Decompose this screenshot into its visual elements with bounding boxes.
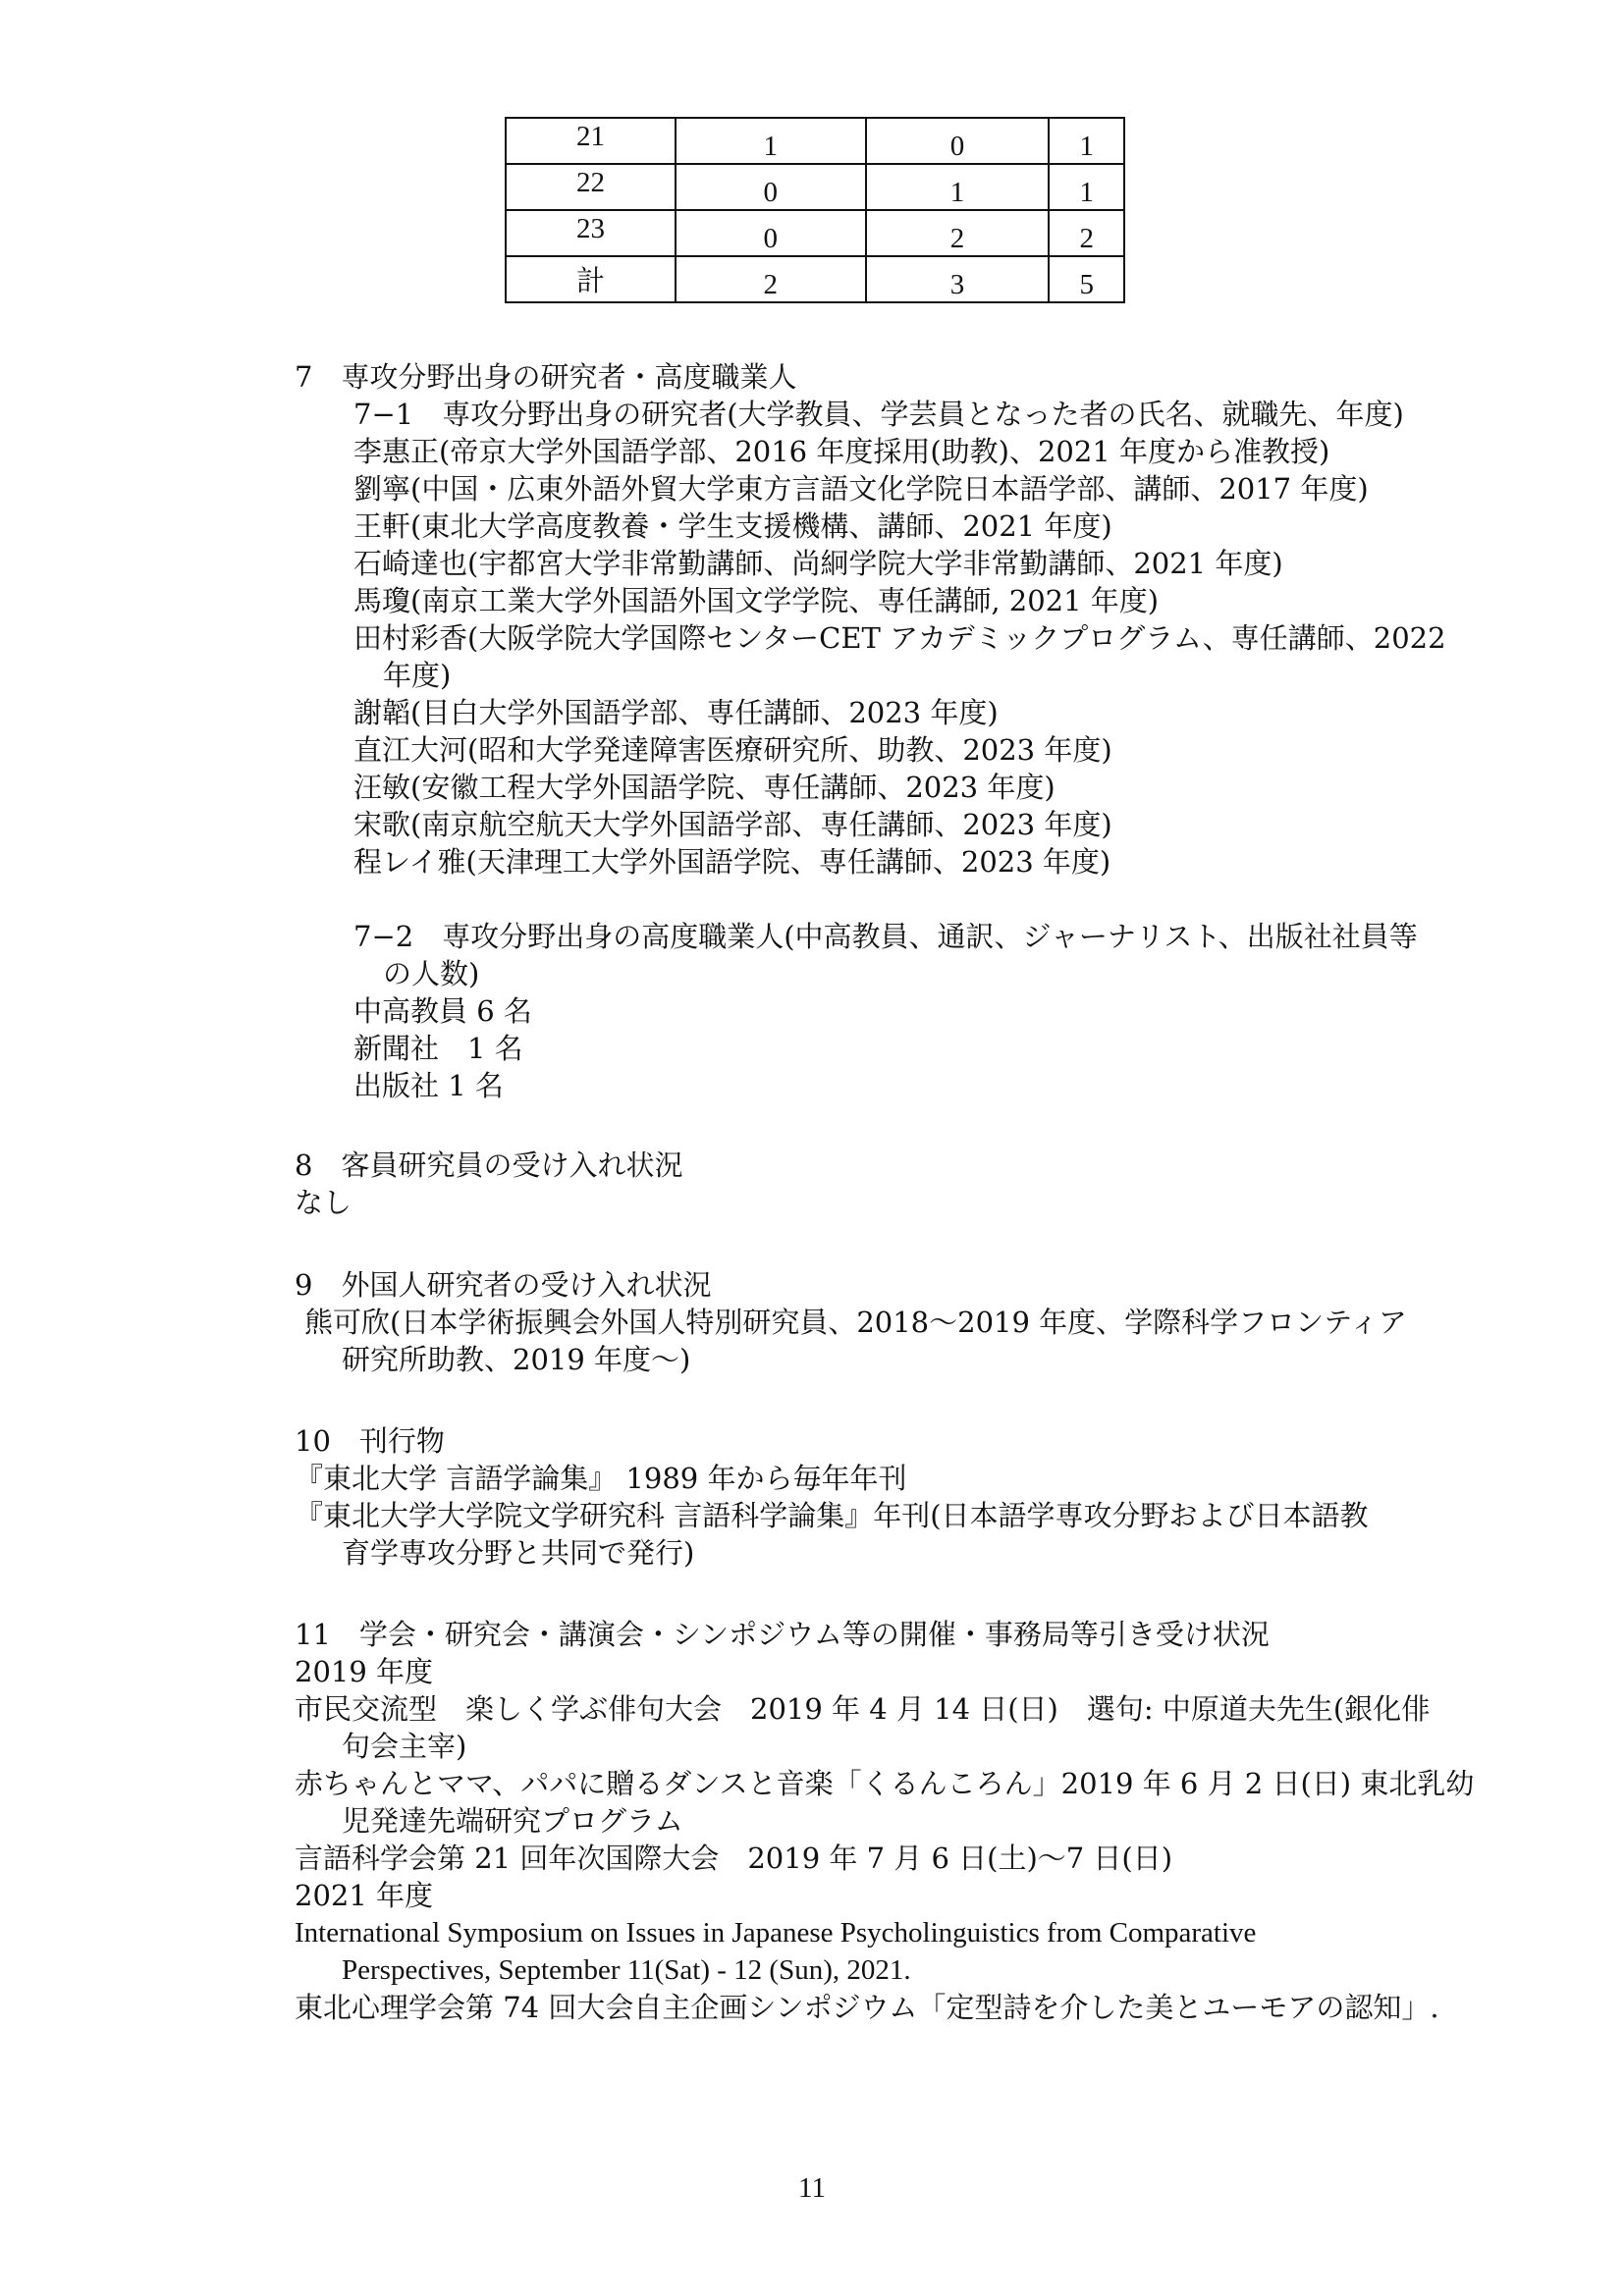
page-number: 11 (798, 2172, 826, 2204)
table-cell: 2 (1049, 210, 1124, 256)
table-cell: 計 (506, 256, 676, 302)
section-10-heading: 10 刊行物 (295, 1424, 445, 1458)
researcher-item: 田村彩香(大阪学院大学国際センターCET アカデミックプログラム、専任講師、2022 (353, 621, 1446, 655)
section-11-heading: 11 学会・研究会・講演会・シンポジウム等の開催・事務局等引き受け状況 (295, 1618, 1270, 1651)
table-cell: 0 (866, 118, 1050, 164)
table-row (506, 118, 1124, 164)
researcher-item-continued: 年度) (383, 659, 452, 692)
stats-table-body (506, 118, 1124, 302)
table-cell: 3 (866, 256, 1050, 302)
researcher-item: 馬瓊(南京工業大学外国語外国文学学院、専任講師, 2021 年度) (353, 584, 1160, 617)
table-cell: 2 (866, 210, 1050, 256)
event-item: 東北心理学会第 74 回大会自主企画シンポジウム「定型詩を介した美とユーモアの認知」. (295, 1991, 1439, 2024)
table-cell: 1 (866, 164, 1050, 210)
table-cell: 22 (506, 164, 676, 210)
event-item: 市民交流型 楽しく学ぶ俳句大会 2019 年 4 月 14 日(日) 選句: 中原道夫先生(銀化俳 (295, 1692, 1431, 1726)
event-item: 赤ちゃんとママ、パパに贈るダンスと音楽「くるんころん」2019 年 6 月 2 日(日) 東北乳幼 (295, 1767, 1475, 1800)
section-7-2-heading-continued: の人数) (383, 957, 480, 990)
researcher-item: 李惠正(帝京大学外国語学部、2016 年度採用(助教)、2021 年度から准教授) (353, 435, 1330, 468)
researcher-item: 劉寧(中国・広東外語外貿大学東方言語文化学院日本語学部、講師、2017 年度) (353, 472, 1369, 506)
section-8-body: なし (295, 1186, 352, 1219)
professional-count: 出版社 1 名 (353, 1069, 504, 1102)
table-cell: 1 (676, 118, 866, 164)
foreign-researcher-item: 熊可欣(日本学術振興会外国人特別研究員、2018〜2019 年度、学際科学フロンティア (304, 1306, 1407, 1339)
year-label-2019: 2019 年度 (295, 1655, 434, 1688)
table-cell: 2 (676, 256, 866, 302)
table-cell: 1 (1049, 118, 1124, 164)
event-item-continued: 児発達先端研究プログラム (342, 1804, 683, 1838)
table-row (506, 164, 1124, 210)
table-cell: 0 (676, 210, 866, 256)
researcher-item: 石崎達也(宇都宮大学非常勤講師、尚絅学院大学非常勤講師、2021 年度) (353, 547, 1283, 580)
researcher-item: 宋歌(南京航空航天大学外国語学部、専任講師、2023 年度) (353, 808, 1112, 841)
researcher-item: 程レイ雅(天津理工大学外国語学院、専任講師、2023 年度) (353, 845, 1111, 879)
event-item-continued: 句会主宰) (342, 1730, 467, 1763)
year-label-2021: 2021 年度 (295, 1879, 434, 1912)
publication-item: 『東北大学大学院文学研究科 言語科学論集』年刊(日本語学専攻分野および日本語教 (295, 1499, 1369, 1532)
section-7-1-heading: 7−1 専攻分野出身の研究者(大学教員、学芸員となった者の氏名、就職先、年度) (353, 398, 1404, 431)
section-7-heading: 7 専攻分野出身の研究者・高度職業人 (295, 360, 797, 394)
section-9-heading: 9 外国人研究者の受け入れ状況 (295, 1268, 712, 1302)
researcher-item: 直江大河(昭和大学発達障害医療研究所、助教、2023 年度) (353, 733, 1112, 767)
table-row (506, 210, 1124, 256)
section-8-heading: 8 客員研究員の受け入れ状況 (295, 1148, 683, 1182)
publication-item: 『東北大学 言語学論集』 1989 年から毎年年刊 (295, 1462, 907, 1495)
researcher-item: 汪敏(安徽工程大学外国語学院、専任講師、2023 年度) (353, 771, 1056, 804)
table-cell: 0 (676, 164, 866, 210)
event-item-continued: Perspectives, September 11(Sat) - 12 (Sun), 2021. (342, 1954, 911, 1986)
researcher-item: 謝韜(目白大学外国語学部、専任講師、2023 年度) (353, 696, 999, 729)
stats-table (505, 117, 1125, 303)
professional-count: 新聞社 1 名 (353, 1032, 523, 1065)
table-cell: 23 (506, 210, 676, 256)
professional-count: 中高教員 6 名 (353, 994, 532, 1028)
table-cell: 5 (1049, 256, 1124, 302)
event-item: 言語科学会第 21 回年次国際大会 2019 年 7 月 6 日(土)〜7 日(日) (295, 1842, 1173, 1875)
publication-item-continued: 育学専攻分野と共同で発行) (342, 1536, 695, 1570)
table-cell: 1 (1049, 164, 1124, 210)
table-cell: 21 (506, 118, 676, 164)
foreign-researcher-item-continued: 研究所助教、2019 年度〜) (342, 1343, 691, 1376)
table-row (506, 256, 1124, 302)
event-item: International Symposium on Issues in Japanese Psycholinguistics from Comparative (295, 1917, 1257, 1949)
section-7-2-heading: 7−2 専攻分野出身の高度職業人(中高教員、通訳、ジャーナリスト、出版社社員等 (353, 920, 1418, 953)
researcher-item: 王軒(東北大学高度教養・学生支援機構、講師、2021 年度) (353, 509, 1112, 543)
